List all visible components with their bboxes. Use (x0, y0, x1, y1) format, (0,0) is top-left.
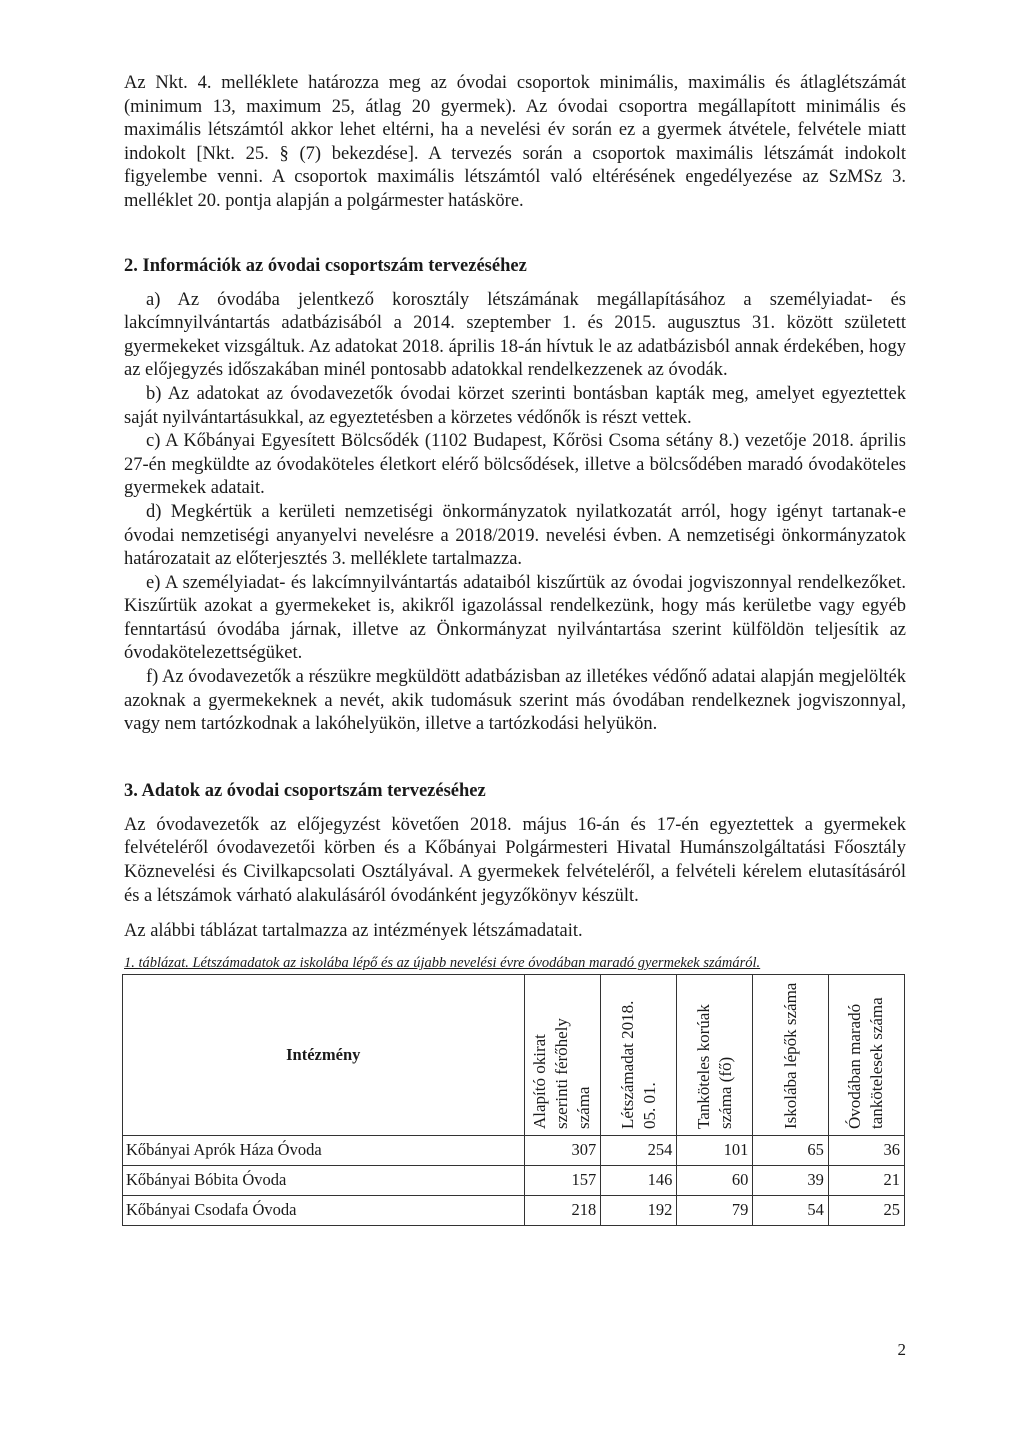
table-row (123, 1135, 905, 1165)
enrollment-value: 254 (601, 1135, 677, 1165)
institution-name: Kőbányai Csodafa Óvoda (123, 1195, 525, 1225)
capacity-value: 218 (524, 1195, 601, 1225)
document-page (124, 72, 906, 1226)
header-enrollment-2018: Létszámadat 2018. 05. 01. (601, 974, 677, 1135)
section-2-heading: 2. Információk az óvodai csoportszám tervezéséhez (124, 255, 527, 276)
enrollment-value: 146 (601, 1165, 677, 1195)
header-capacity: Alapító okirat szerinti férőhely száma (524, 974, 601, 1135)
section-3-paragraph-1: Az óvodavezetők az előjegyzést követően 2018. május 16-án és 17-én egyeztettek a gyermekek felvételéről óvodavezetői körben és a Kőbányai Polgármesteri Hivatal Humánszolgáltatási Főosztály Köznevelési és Civilkapcsolati Osztályával. A gyermekek felvételéről, a felvételi kérelem elutasításáról és a létszámok várható alakulásáról óvodánként jegyzőkönyv készült. (124, 814, 906, 906)
institution-name: Kőbányai Aprók Háza Óvoda (123, 1135, 525, 1165)
table-header-row (123, 974, 905, 1135)
entering-school-value: 54 (753, 1195, 828, 1225)
school-age-value: 79 (677, 1195, 753, 1225)
section-2-paragraph-c: c) A Kőbányai Egyesített Bölcsődék (1102 Budapest, Kőrösi Csoma sétány 8.) vezetője 2018. április 27-én megküldte az óvodaköteles életkort elérő bölcsődések, illetve a bölcsődében maradó óvodaköteles gyermekek adatait. (124, 431, 906, 499)
staying-value: 25 (828, 1195, 904, 1225)
header-entering-school: Iskolába lépők száma (753, 974, 828, 1135)
capacity-value: 157 (524, 1165, 601, 1195)
school-age-value: 60 (677, 1165, 753, 1195)
staying-value: 21 (828, 1165, 904, 1195)
header-school-age: Tanköteles korúak száma (fő) (677, 974, 753, 1135)
section-2-paragraph-a: a) Az óvodába jelentkező korosztály létszámának megállapításához a személyiadat- és lakcímnyilvántartás adatbázisából a 2014. szeptember 1. és 2015. augusztus 31. között született gyermekeket vizsgáltuk. Az adatokat 2018. április 18-án hívtuk le az adatbázisból annak érdekében, hogy az előjegyzés időszakában minél pontosabb adatokkal rendelkezzenek az óvodák. (124, 289, 906, 381)
enrollment-value: 192 (601, 1195, 677, 1225)
entering-school-value: 39 (753, 1165, 828, 1195)
capacity-value: 307 (524, 1135, 601, 1165)
header-staying-kindergarten: Óvodában maradó tankötelesek száma (828, 974, 904, 1135)
staying-value: 36 (828, 1135, 904, 1165)
section-3-paragraph-2: Az alábbi táblázat tartalmazza az intézmények létszámadatait. (124, 921, 583, 942)
table-row (123, 1165, 905, 1195)
enrollment-table (122, 974, 905, 1226)
section-2-paragraph-b: b) Az adatokat az óvodavezetők óvodai körzet szerinti bontásban kapták meg, amelyet egyeztettek saját nyilvántartásukkal, az egyeztetésben a körzetes védőnők is részt vettek. (124, 383, 906, 428)
institution-name: Kőbányai Bóbita Óvoda (123, 1165, 525, 1195)
section-2-paragraph-e: e) A személyiadat- és lakcímnyilvántartás adataiból kiszűrtük az óvodai jogviszonnyal rendelkezőket. Kiszűrtük azokat a gyermekeket is, akikről igazolással rendelkezünk, hogy más kerületbe vagy egyéb fenntartású óvodába járnak, illetve az Önkormányzat nyilvántartása szerint külföldön teljesítik az óvodakötelezettségüket. (124, 572, 906, 664)
table-row (123, 1195, 905, 1225)
table-caption: 1. táblázat. Létszámadatok az iskolába lépő és az újabb nevelési évre óvodában maradó gyermekek számáról. (124, 954, 761, 971)
intro-paragraph: Az Nkt. 4. melléklete határozza meg az óvodai csoportok minimális, maximális és átlaglétszámát (minimum 13, maximum 25, átlag 20 gyermek). Az óvodai csoportra megállapított minimális és maximális létszámtól akkor lehet eltérni, ha a nevelési év során ez a gyermek átvétele, felvétele miatt indokolt [Nkt. 25. § (7) bekezdése]. A tervezés során a csoportok maximális létszámát indokolt figyelembe venni. A csoportok maximális létszámtól való eltérésének engedélyezése az SzMSz 3. melléklet 20. pontja alapján a polgármester hatásköre. (124, 73, 906, 211)
section-2-paragraph-d: d) Megkértük a kerületi nemzetiségi önkormányzatok nyilatkozatát arról, hogy igényt tartanak-e óvodai nemzetiségi anyanyelvi nevelésre a 2018/2019. nevelési évben. A nemzetiségi önkormányzatok határozatait az előterjesztés 3. melléklete tartalmazza. (124, 501, 906, 570)
school-age-value: 101 (677, 1135, 753, 1165)
header-institution: Intézmény (123, 974, 525, 1135)
entering-school-value: 65 (753, 1135, 828, 1165)
section-3-heading: 3. Adatok az óvodai csoportszám tervezéséhez (124, 780, 486, 801)
page-number: 2 (897, 1340, 906, 1359)
section-2-paragraph-f: f) Az óvodavezetők a részükre megküldött adatbázisban az illetékes védőnő adatai alapján megjelölték azoknak a gyermekeknek a nevét, akik tudomásuk szerint más óvodában rendelkeznek jogviszonnyal, vagy nem tartózkodnak a lakóhelyükön, illetve a tartózkodási helyükön. (124, 667, 906, 735)
